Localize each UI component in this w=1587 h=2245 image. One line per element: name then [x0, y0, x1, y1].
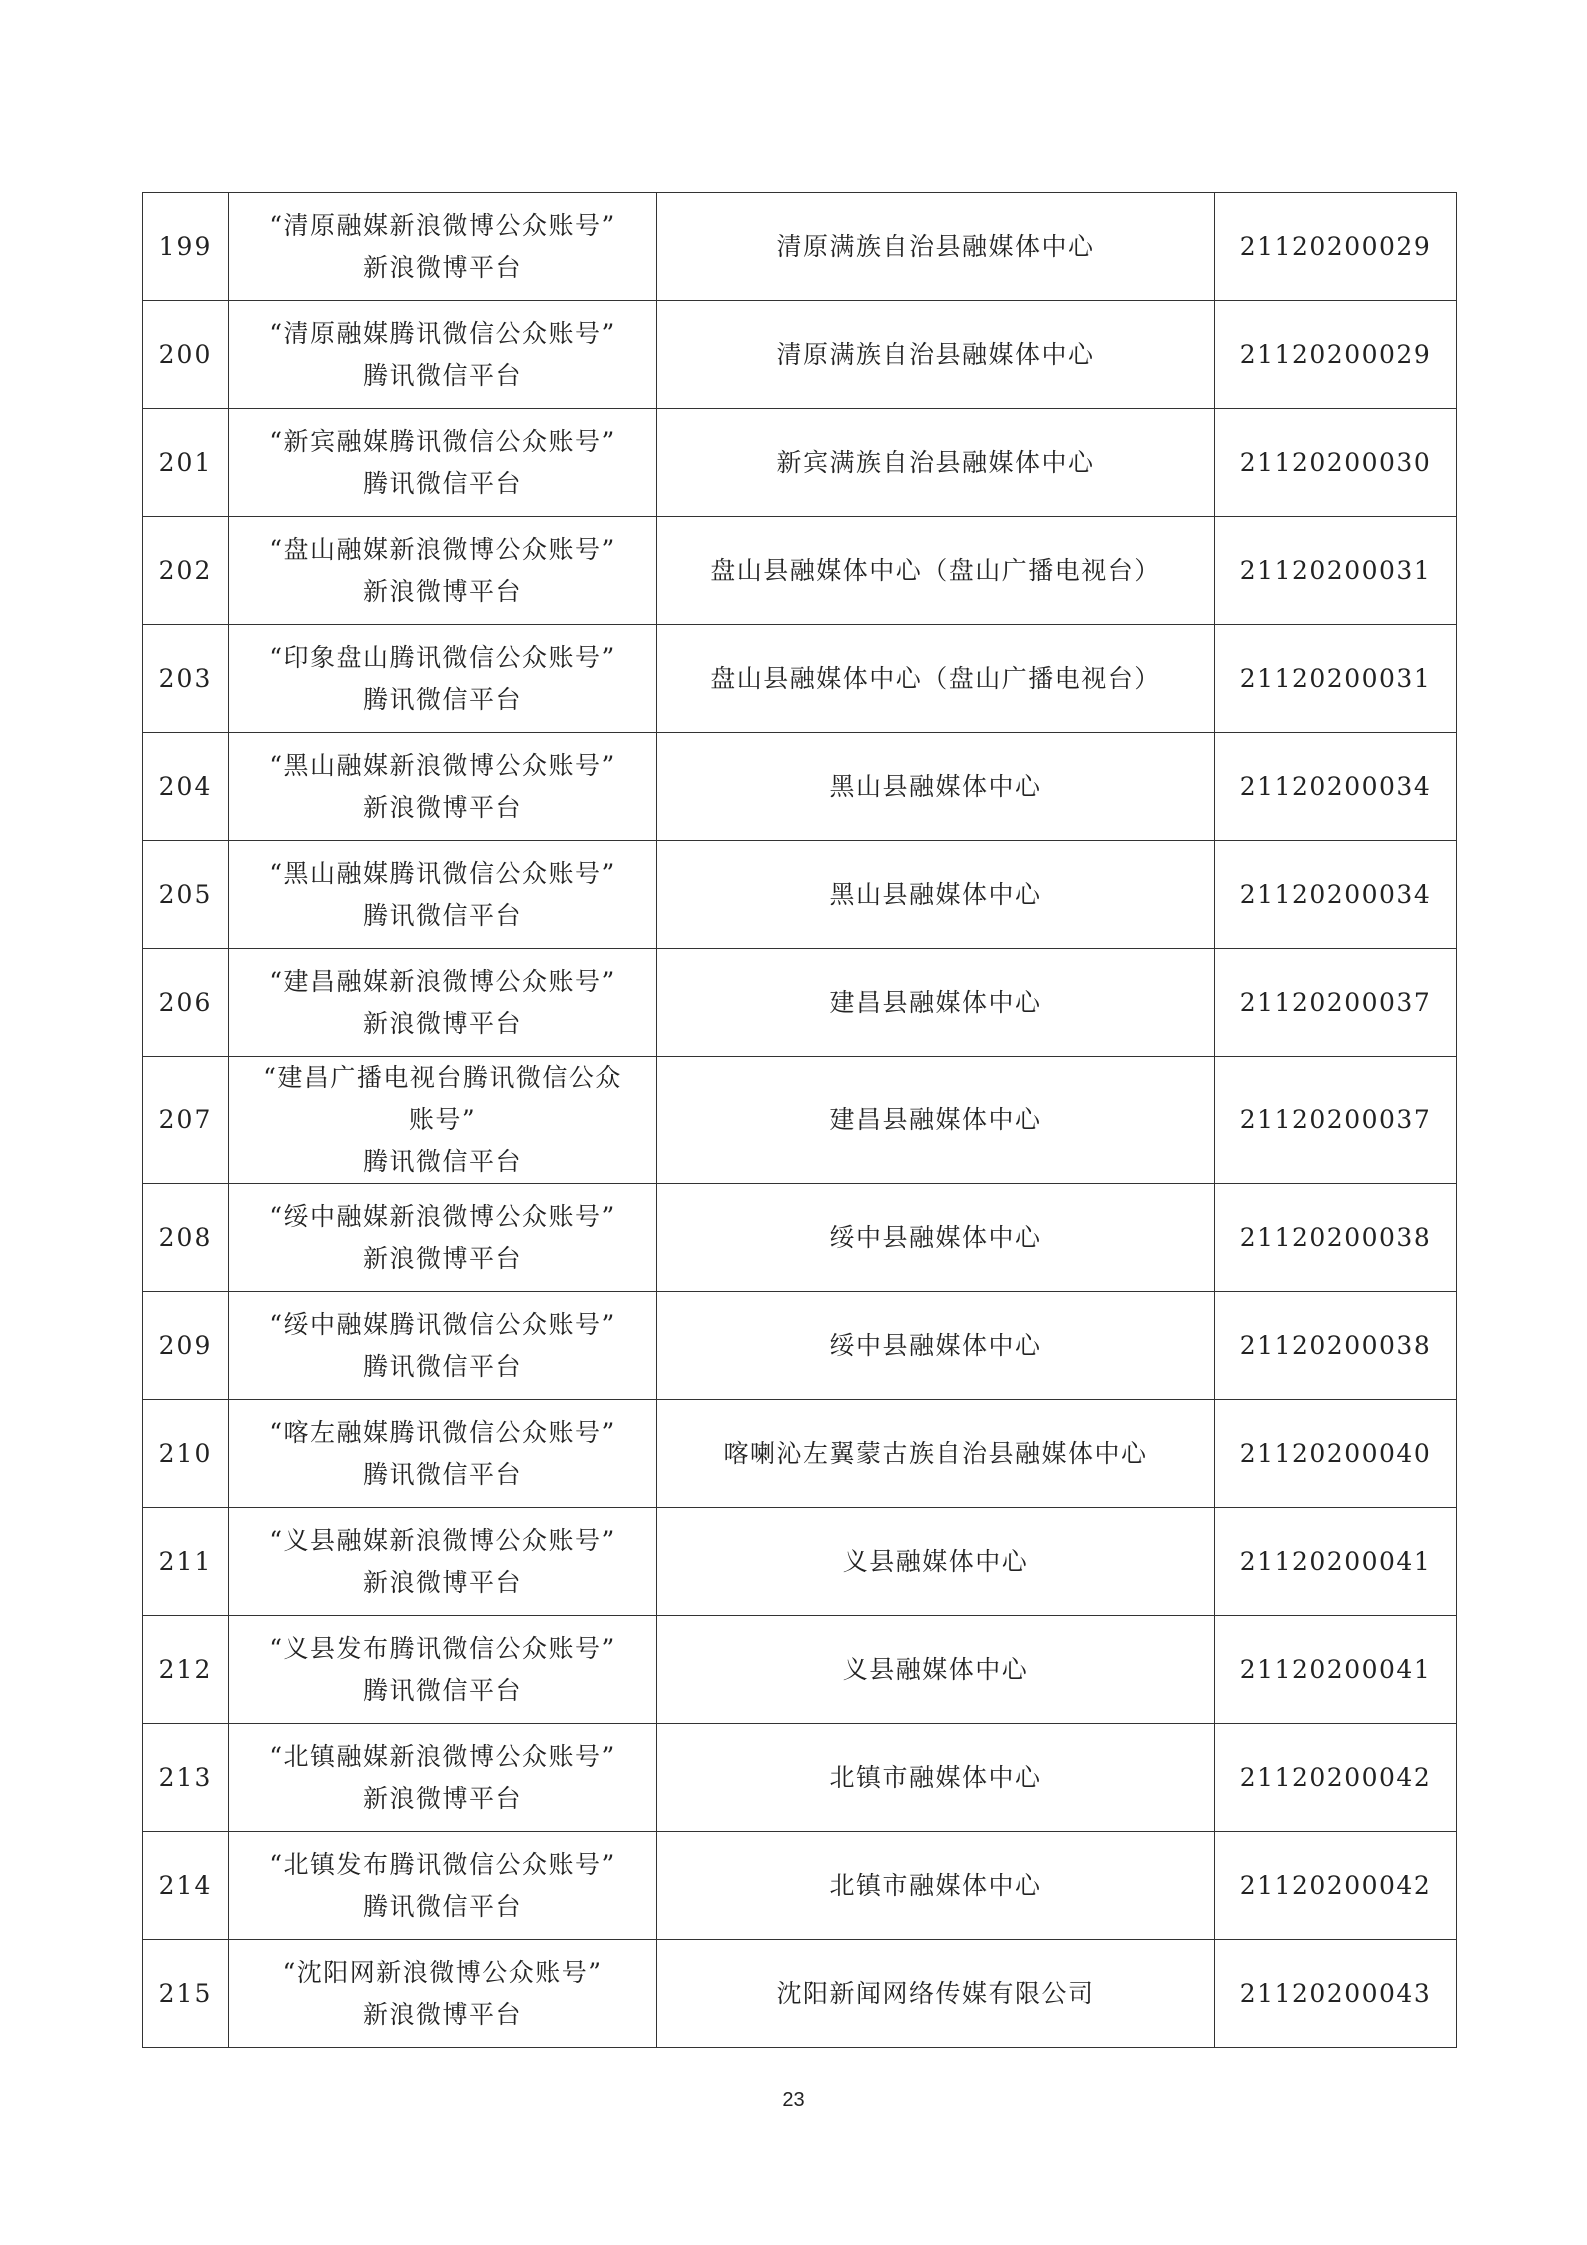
account-name-line: 账号”: [408, 1105, 477, 1134]
organization-cell: 沈阳新闻网络传媒有限公司: [657, 1940, 1215, 2048]
organization-cell: 建昌县融媒体中心: [657, 1057, 1215, 1184]
license-code-cell: 21120200040: [1215, 1400, 1457, 1508]
table-row: [143, 625, 1457, 733]
account-name-line: 腾讯微信平台: [362, 1459, 522, 1489]
account-name-line: “喀左融媒腾讯微信公众账号”: [269, 1417, 616, 1447]
row-number-cell: 211: [143, 1508, 229, 1616]
row-number-cell: 204: [143, 733, 229, 841]
organization-cell: 北镇市融媒体中心: [657, 1724, 1215, 1832]
row-number-cell: 213: [143, 1724, 229, 1832]
table-row: [143, 841, 1457, 949]
account-name-line: 新浪微博平台: [362, 1243, 522, 1273]
page-number: 23: [782, 2089, 805, 2111]
license-code-cell: 21120200037: [1215, 1057, 1457, 1184]
table-row: [143, 1724, 1457, 1832]
license-code-cell: 21120200042: [1215, 1832, 1457, 1940]
account-name-line: 腾讯微信平台: [362, 1147, 522, 1176]
account-name-cell: [229, 949, 657, 1057]
account-name-cell: [229, 1292, 657, 1400]
account-name-line: 新浪微博平台: [362, 1008, 522, 1038]
license-code-cell: 21120200038: [1215, 1184, 1457, 1292]
organization-cell: 喀喇沁左翼蒙古族自治县融媒体中心: [657, 1400, 1215, 1508]
account-name-cell: [229, 193, 657, 301]
row-number-cell: 203: [143, 625, 229, 733]
row-number-cell: 215: [143, 1940, 229, 2048]
organization-cell: 盘山县融媒体中心（盘山广播电视台）: [657, 625, 1215, 733]
account-name-cell: [229, 1057, 657, 1184]
account-name-line: “黑山融媒新浪微博公众账号”: [269, 750, 616, 780]
account-name-line: “绥中融媒腾讯微信公众账号”: [269, 1309, 616, 1339]
license-code-cell: 21120200031: [1215, 625, 1457, 733]
organization-cell: 义县融媒体中心: [657, 1616, 1215, 1724]
table-row: [143, 1616, 1457, 1724]
organization-cell: 义县融媒体中心: [657, 1508, 1215, 1616]
license-code-cell: 21120200031: [1215, 517, 1457, 625]
account-name-line: 腾讯微信平台: [362, 1351, 522, 1381]
row-number-cell: 209: [143, 1292, 229, 1400]
table-row: [143, 193, 1457, 301]
license-code-cell: 21120200041: [1215, 1616, 1457, 1724]
account-name-line: 腾讯微信平台: [362, 360, 522, 390]
account-name-line: “义县融媒新浪微博公众账号”: [269, 1525, 616, 1555]
account-name-cell: [229, 301, 657, 409]
registry-table-body: [143, 193, 1457, 2048]
account-name-cell: [229, 1832, 657, 1940]
account-name-line: “建昌广播电视台腾讯微信公众: [263, 1063, 622, 1092]
account-name-line: “北镇发布腾讯微信公众账号”: [269, 1849, 616, 1879]
organization-cell: 北镇市融媒体中心: [657, 1832, 1215, 1940]
license-code-cell: 21120200029: [1215, 301, 1457, 409]
license-code-cell: 21120200037: [1215, 949, 1457, 1057]
row-number-cell: 201: [143, 409, 229, 517]
row-number-cell: 202: [143, 517, 229, 625]
account-name-cell: [229, 1400, 657, 1508]
table-row: [143, 1508, 1457, 1616]
license-code-cell: 21120200034: [1215, 733, 1457, 841]
license-code-cell: 21120200041: [1215, 1508, 1457, 1616]
row-number-cell: 205: [143, 841, 229, 949]
organization-cell: 建昌县融媒体中心: [657, 949, 1215, 1057]
account-name-line: “沈阳网新浪微博公众账号”: [282, 1957, 603, 1987]
table-row: [143, 733, 1457, 841]
account-name-line: “北镇融媒新浪微博公众账号”: [269, 1741, 616, 1771]
table-row: [143, 409, 1457, 517]
account-name-line: 腾讯微信平台: [362, 684, 522, 714]
account-name-line: “印象盘山腾讯微信公众账号”: [269, 642, 616, 672]
organization-cell: 绥中县融媒体中心: [657, 1184, 1215, 1292]
account-name-line: “清原融媒腾讯微信公众账号”: [269, 318, 616, 348]
account-name-cell: [229, 517, 657, 625]
account-name-line: “清原融媒新浪微博公众账号”: [269, 210, 616, 240]
table-row: [143, 949, 1457, 1057]
organization-cell: 绥中县融媒体中心: [657, 1292, 1215, 1400]
account-name-line: 新浪微博平台: [362, 1567, 522, 1597]
organization-cell: 清原满族自治县融媒体中心: [657, 301, 1215, 409]
account-name-line: 腾讯微信平台: [362, 1675, 522, 1705]
account-name-cell: [229, 733, 657, 841]
organization-cell: 黑山县融媒体中心: [657, 733, 1215, 841]
account-name-line: 腾讯微信平台: [362, 1891, 522, 1921]
license-code-cell: 21120200034: [1215, 841, 1457, 949]
row-number-cell: 212: [143, 1616, 229, 1724]
account-name-cell: [229, 1508, 657, 1616]
organization-cell: 盘山县融媒体中心（盘山广播电视台）: [657, 517, 1215, 625]
row-number-cell: 206: [143, 949, 229, 1057]
row-number-cell: 207: [143, 1057, 229, 1184]
row-number-cell: 199: [143, 193, 229, 301]
license-code-cell: 21120200043: [1215, 1940, 1457, 2048]
account-name-cell: [229, 1184, 657, 1292]
table-row: [143, 1057, 1457, 1184]
table-row: [143, 1292, 1457, 1400]
account-name-line: “新宾融媒腾讯微信公众账号”: [269, 426, 616, 456]
table-row: [143, 517, 1457, 625]
license-code-cell: 21120200038: [1215, 1292, 1457, 1400]
account-name-cell: [229, 625, 657, 733]
table-row: [143, 1832, 1457, 1940]
license-code-cell: 21120200030: [1215, 409, 1457, 517]
account-name-line: “义县发布腾讯微信公众账号”: [269, 1633, 616, 1663]
row-number-cell: 210: [143, 1400, 229, 1508]
account-name-line: 新浪微博平台: [362, 1783, 522, 1813]
table-row: [143, 1940, 1457, 2048]
account-name-cell: [229, 1616, 657, 1724]
account-name-line: 新浪微博平台: [362, 576, 522, 606]
account-name-line: 新浪微博平台: [362, 1999, 522, 2029]
organization-cell: 黑山县融媒体中心: [657, 841, 1215, 949]
registry-table: [142, 192, 1457, 2048]
account-name-cell: [229, 1724, 657, 1832]
row-number-cell: 208: [143, 1184, 229, 1292]
table-row: [143, 1184, 1457, 1292]
account-name-line: “建昌融媒新浪微博公众账号”: [269, 966, 616, 996]
account-name-line: “绥中融媒新浪微博公众账号”: [269, 1201, 616, 1231]
table-row: [143, 1400, 1457, 1508]
account-name-line: 腾讯微信平台: [362, 468, 522, 498]
license-code-cell: 21120200029: [1215, 193, 1457, 301]
organization-cell: 清原满族自治县融媒体中心: [657, 193, 1215, 301]
table-row: [143, 301, 1457, 409]
license-code-cell: 21120200042: [1215, 1724, 1457, 1832]
row-number-cell: 200: [143, 301, 229, 409]
organization-cell: 新宾满族自治县融媒体中心: [657, 409, 1215, 517]
account-name-line: 新浪微博平台: [362, 252, 522, 282]
account-name-line: 新浪微博平台: [362, 792, 522, 822]
account-name-line: “盘山融媒新浪微博公众账号”: [269, 534, 616, 564]
account-name-line: “黑山融媒腾讯微信公众账号”: [269, 858, 616, 888]
account-name-cell: [229, 841, 657, 949]
account-name-line: 腾讯微信平台: [362, 900, 522, 930]
row-number-cell: 214: [143, 1832, 229, 1940]
account-name-cell: [229, 409, 657, 517]
account-name-cell: [229, 1940, 657, 2048]
